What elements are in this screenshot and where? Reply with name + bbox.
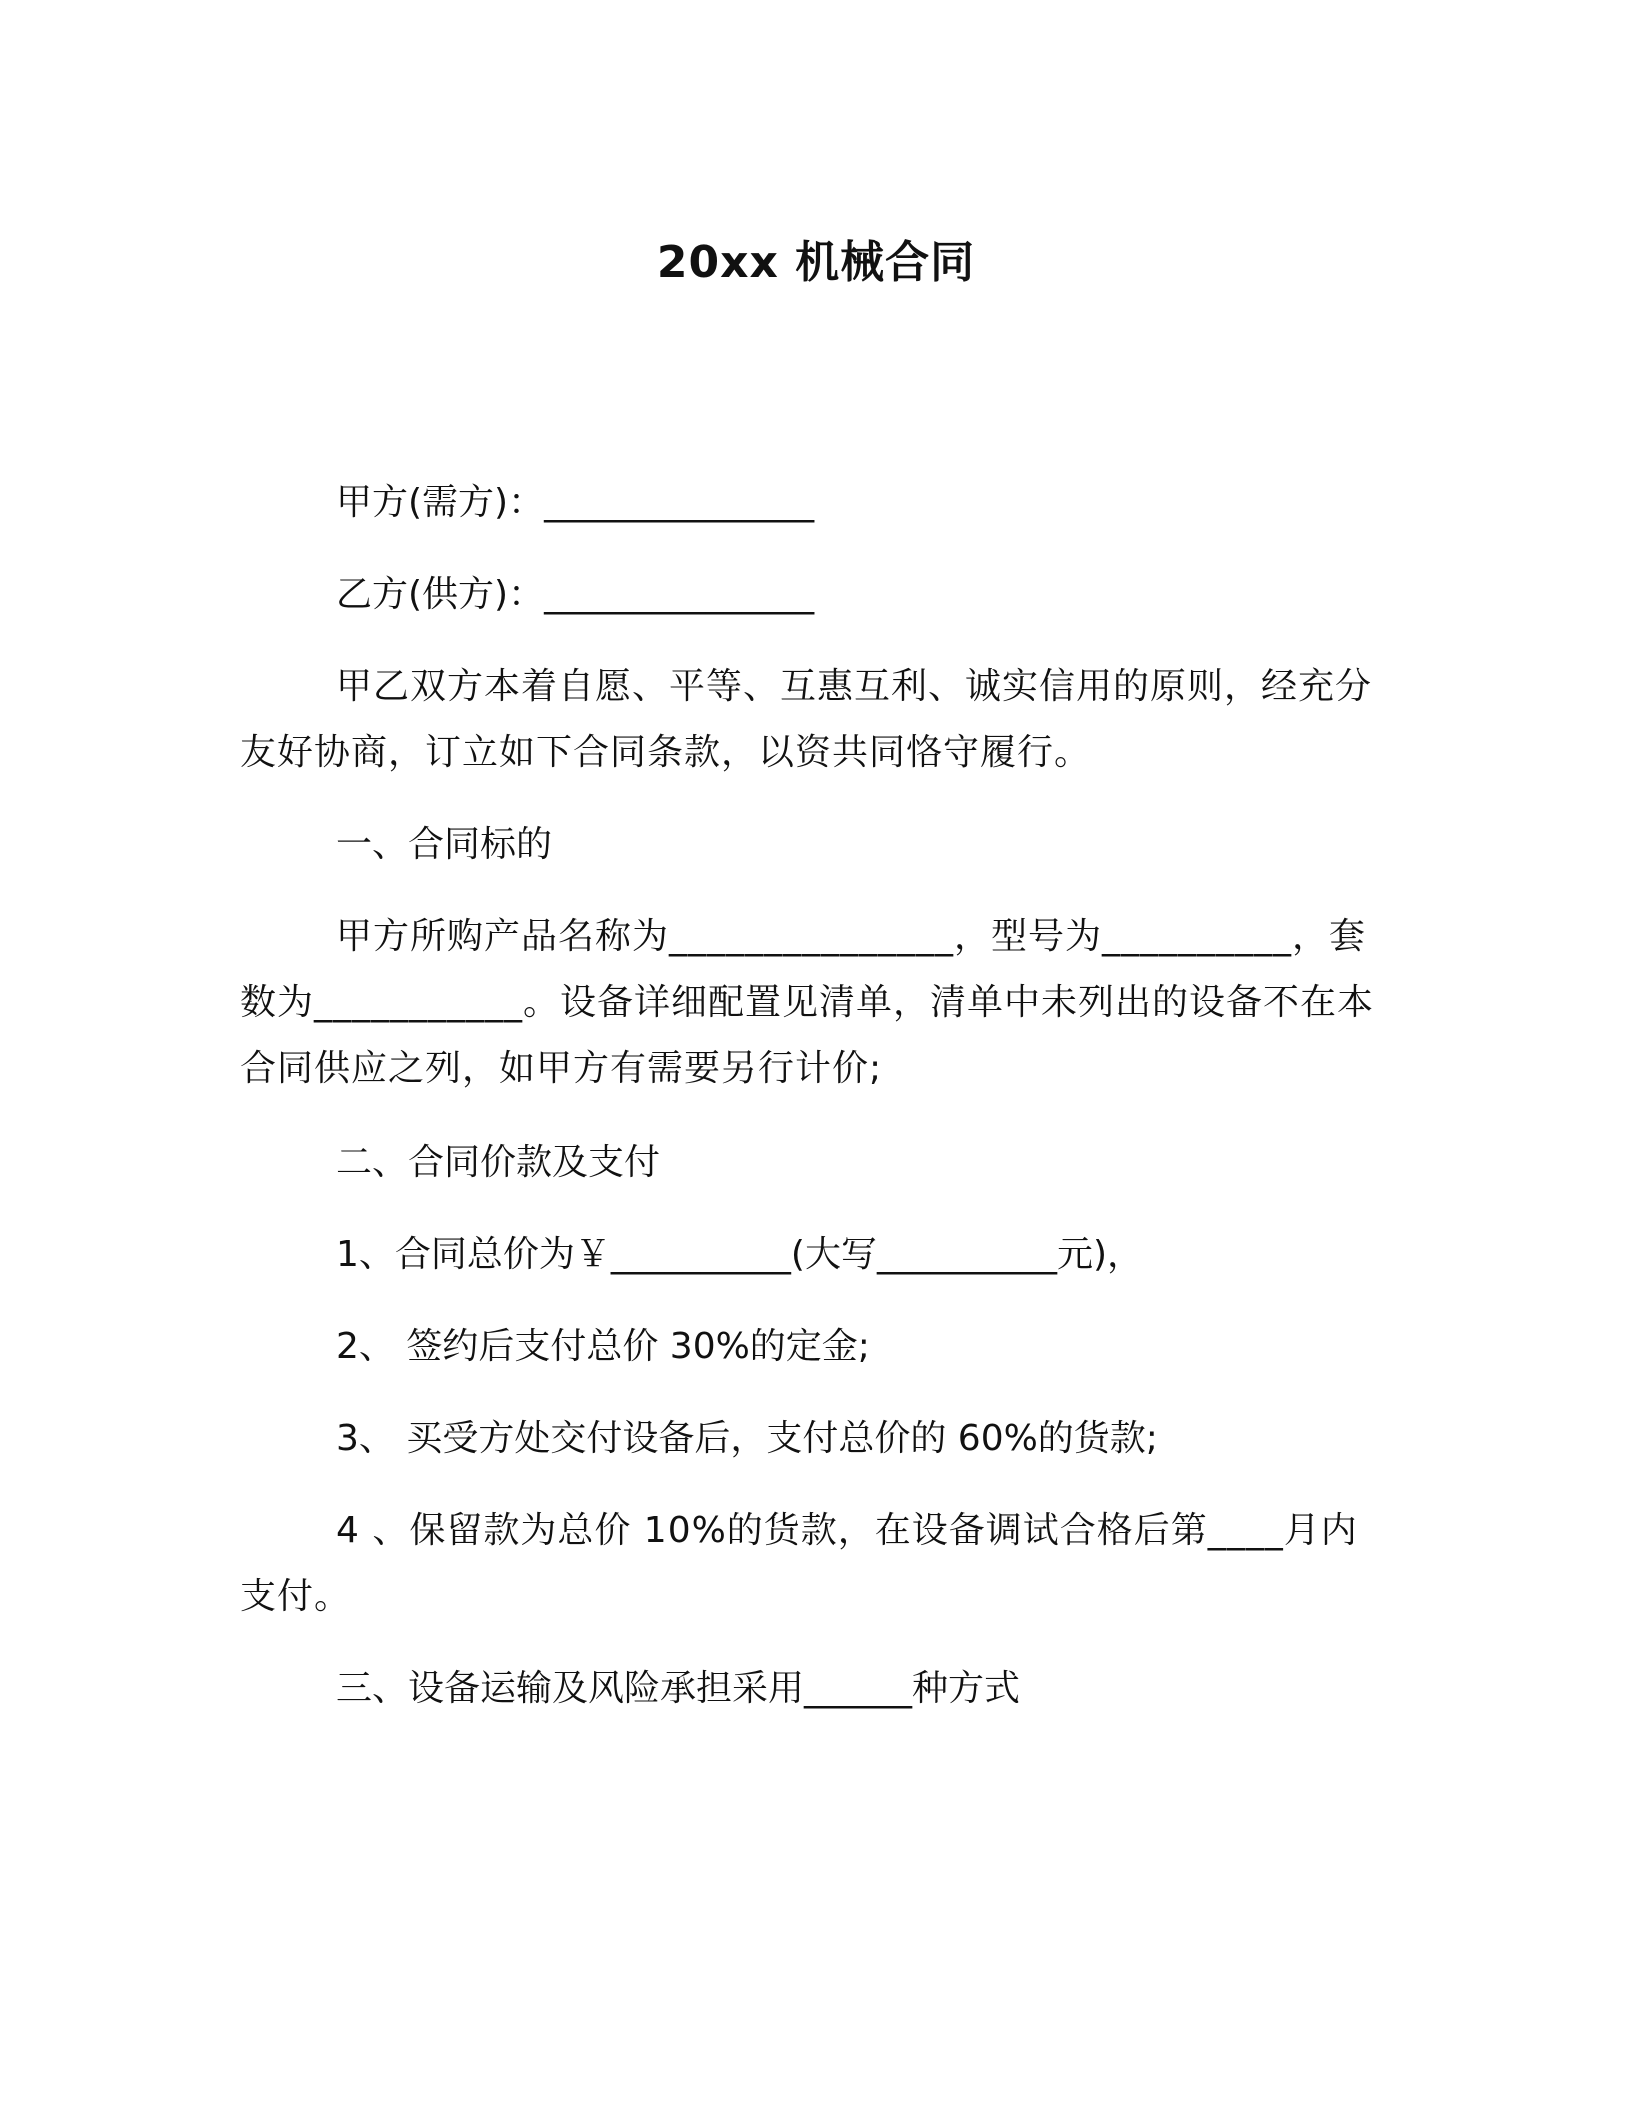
payment-item-2: 2、 签约后支付总价 30%的定金; xyxy=(336,1326,870,1367)
section-1-body: 甲方所购产品名称为_______________，型号为__________，套数为___________。设备详细配置见清单，清单中未列出的设备不在本合同供应之列，如甲方有需要另行计价; xyxy=(240,916,1375,1089)
payment-item-3: 3、 买受方处交付设备后，支付总价的 60%的货款; xyxy=(336,1418,1158,1459)
party-a-line: 甲方(需方)：_______________ xyxy=(336,482,815,523)
payment-item-1: 1、合同总价为￥__________(大写__________元)， xyxy=(336,1234,1143,1275)
section-3-heading: 三、设备运输及风险承担采用______种方式 xyxy=(336,1668,1021,1709)
section-1-heading: 一、合同标的 xyxy=(336,824,553,865)
payment-item-4: 4 、保留款为总价 10%的货款，在设备调试合格后第____月内支付。 xyxy=(240,1510,1358,1617)
section-2-heading: 二、合同价款及支付 xyxy=(336,1142,661,1183)
page-title: 20xx 机械合同 xyxy=(656,237,976,288)
intro-paragraph: 甲乙双方本着自愿、平等、互惠互利、诚实信用的原则，经充分友好协商，订立如下合同条款，以资共同恪守履行。 xyxy=(240,666,1373,773)
party-b-line: 乙方(供方)：_______________ xyxy=(336,574,815,615)
